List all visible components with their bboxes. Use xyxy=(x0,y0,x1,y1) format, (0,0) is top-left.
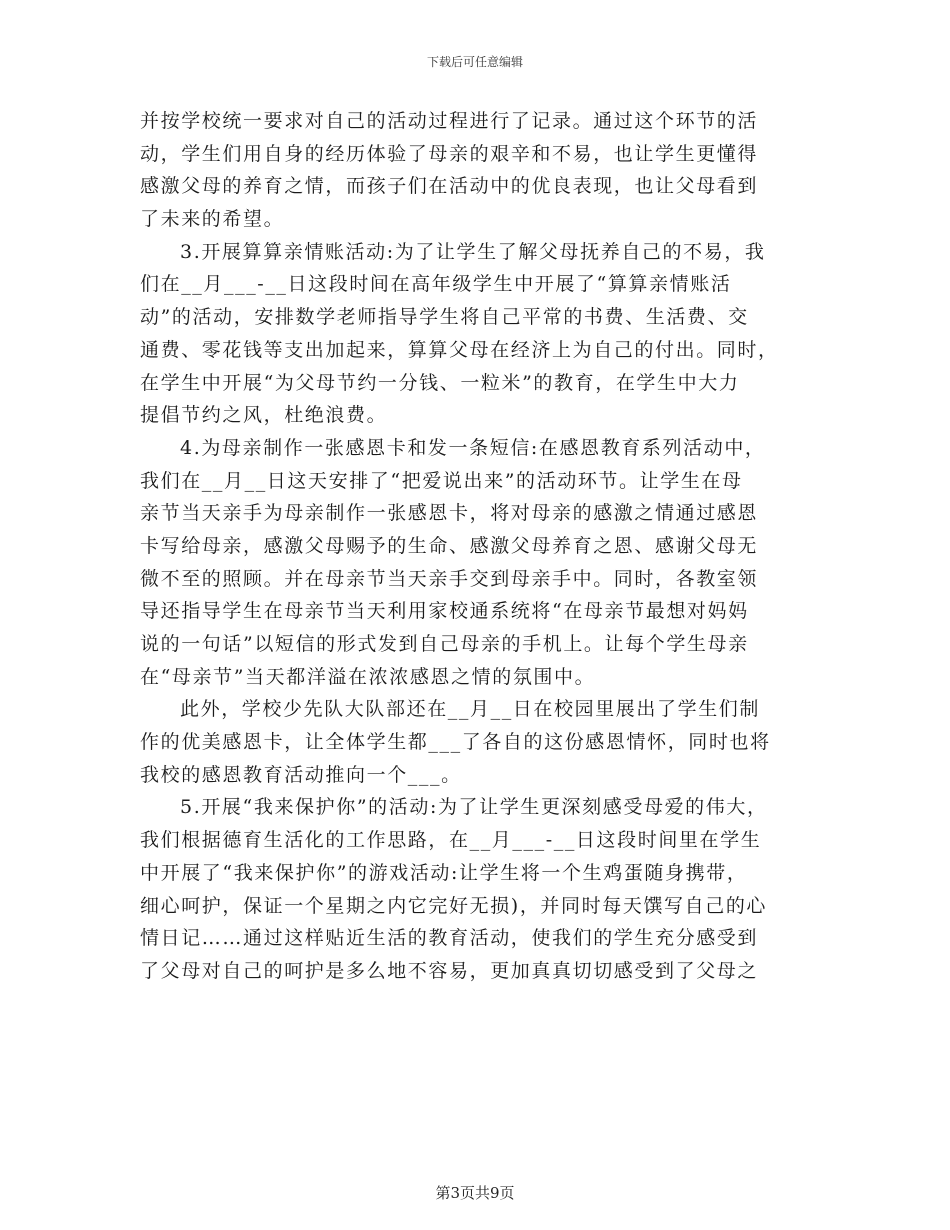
text-line: 卡写给母亲，感激父母赐予的生命、感激父母养育之恩、感谢父母无 xyxy=(140,534,759,557)
paragraph xyxy=(140,105,820,236)
text-line: 此外，学校少先队大队部还在__月__日在校园里展出了学生们制 xyxy=(180,698,761,721)
text-line: 亲节当天亲手为母亲制作一张感恩卡，将对母亲的感激之情通过感恩 xyxy=(140,502,759,525)
document-body xyxy=(140,105,820,988)
text-line: 作的优美感恩卡，让全体学生都___了各自的这份感恩情怀，同时也将 xyxy=(140,731,771,754)
text-line: 了父母对自己的呵护是多么地不容易，更加真真切切感受到了父母之 xyxy=(140,959,759,982)
text-line: 4.为母亲制作一张感恩卡和发一条短信:在感恩教育系列活动中， xyxy=(180,436,766,459)
text-line: 动”的活动，安排数学老师指导学生将自己平常的书费、生活费、交 xyxy=(140,306,749,329)
text-line: 了未来的希望。 xyxy=(140,208,285,231)
paragraph xyxy=(140,791,820,987)
text-line: 微不至的照顾。并在母亲节当天亲手交到母亲手中。同时，各教室领 xyxy=(140,567,759,590)
text-line: 提倡节约之风，杜绝浪费。 xyxy=(140,404,388,427)
text-line: 细心呵护，保证一个星期之内它完好无损)，并同时每天馔写自己的心 xyxy=(140,894,768,917)
text-line: 导还指导学生在母亲节当天利用家校通系统将“在母亲节最想对妈妈 xyxy=(140,600,749,623)
text-line: 中开展了“我来保护你”的游戏活动:让学生将一个生鸡蛋随身携带， xyxy=(140,861,748,884)
paragraph xyxy=(140,693,820,791)
text-line: 情日记……通过这样贴近生活的教育活动，使我们的学生充分感受到 xyxy=(140,927,759,950)
text-line: 说的一句话”以短信的形式发到自己母亲的手机上。让每个学生母亲 xyxy=(140,633,749,655)
text-line: 们在__月___-__日这段时间在高年级学生中开展了“算算亲情账活 xyxy=(140,273,732,296)
text-line: 感激父母的养育之情，而孩子们在活动中的优良表现，也让父母看到 xyxy=(140,175,759,198)
text-line: 我们在__月__日这天安排了“把爱说出来”的活动环节。让学生在母 xyxy=(140,469,743,492)
text-line: 5.开展“我来保护你”的活动:为了让学生更深刻感受母爱的伟大， xyxy=(180,796,768,819)
page-header: 下载后可任意编辑 xyxy=(426,55,523,69)
text-line: 我们根据德育生活化的工作思路，在__月___-__日这段时间里在学生 xyxy=(140,829,762,852)
text-line: 我校的感恩教育活动推向一个___。 xyxy=(140,763,462,786)
text-line: 3.开展算算亲情账活动:为了让学生了解父母抚养自己的不易，我 xyxy=(180,240,766,263)
paragraph xyxy=(140,236,820,432)
text-line: 通费、零花钱等支出加起来，算算父母在经济上为自己的付出。同时， xyxy=(140,338,779,361)
paragraph xyxy=(140,432,820,694)
text-line: 动，学生们用自身的经历体验了母亲的艰辛和不易，也让学生更懂得 xyxy=(140,142,759,165)
text-line: 在“母亲节”当天都洋溢在浓浓感恩之情的氛围中。 xyxy=(140,665,596,688)
text-line: 在学生中开展“为父母节约一分钱、一粒米”的教育，在学生中大力 xyxy=(140,371,740,394)
page-footer: 第3页共9页 xyxy=(435,1184,515,1202)
text-line: 并按学校统一要求对自己的活动过程进行了记录。通过这个环节的活 xyxy=(140,110,759,132)
